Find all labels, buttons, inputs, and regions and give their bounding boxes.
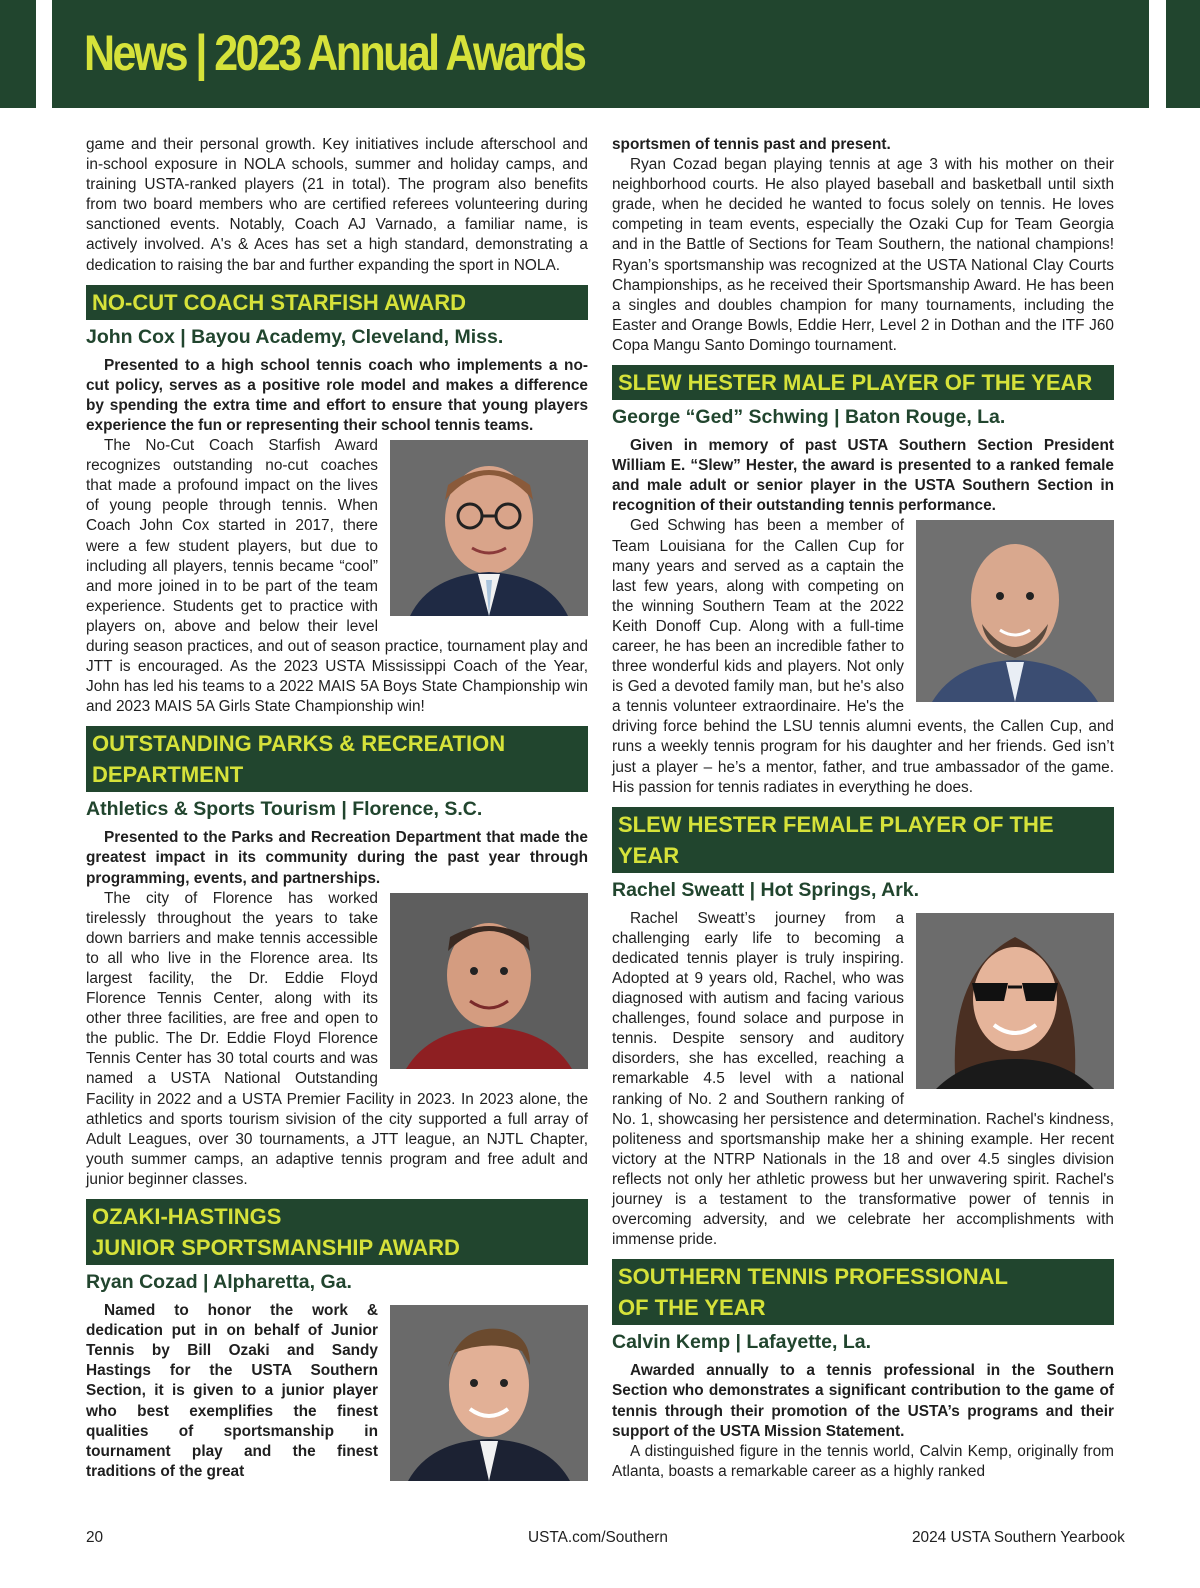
pro-winner: Calvin Kemp | Lafayette, La. <box>612 1331 872 1354</box>
right-column <box>612 135 1114 1482</box>
portrait-image <box>390 440 588 616</box>
pro-body: A distinguished figure in the tennis world, Calvin Kemp, originally from Atlanta, boasts a remarkable career as a highly ranked <box>612 1442 1114 1480</box>
ozaki-award-title-line1: OZAKI-HASTINGS <box>92 1204 282 1230</box>
header-band-edge <box>1166 0 1200 108</box>
portrait-image <box>390 1305 588 1481</box>
male-winner: George “Ged” Schwing | Baton Rouge, La. <box>612 406 1006 429</box>
parks-winner: Athletics & Sports Tourism | Florence, S.C. <box>86 798 483 821</box>
ozaki-criteria-continued: sportsmen of tennis past and present. <box>612 136 891 153</box>
florence-director-photo <box>390 893 588 1069</box>
parks-criteria: Presented to the Parks and Recreation Department that made the greatest impact in its community during the past year through programming, events, and partnerships. <box>86 829 588 887</box>
parks-body: The city of Florence has worked tirelessly throughout the years to take down barriers and make tennis accessible to all who live in the Florence area. Its largest facility, the Dr. Eddie Floyd Florence Tennis Center, along with its other three facilities, are free and open to the public. The Dr. Eddie Floyd Florence Tennis Center has 30 total courts and was named a USTA National Outstanding Facility in 2022 and a USTA Premier Facility in 2023. In 2023 alone, the athletics and sports tourism sivision of the city supported a full array of Adult Leagues, over 30 tournaments, a JTT league, an NJTL Chapter, youth summer camps, an adaptive tennis program and free adult and junior beginner classes. <box>86 889 588 1188</box>
footer-website[interactable]: USTA.com/Southern <box>528 1529 668 1546</box>
ozaki-winner: Ryan Cozad | Alpharetta, Ga. <box>86 1271 352 1294</box>
john-cox-photo <box>390 440 588 616</box>
rachel-sweatt-photo <box>916 913 1114 1089</box>
left-column <box>86 135 588 1487</box>
female-award-title: SLEW HESTER FEMALE PLAYER OF THE YEAR <box>618 811 1054 868</box>
portrait-image <box>390 893 588 1069</box>
header-band-gap <box>36 0 52 108</box>
female-award-banner <box>612 807 1114 873</box>
ged-schwing-photo <box>916 520 1114 702</box>
male-criteria: Given in memory of past USTA Southern Section President William E. “Slew” Hester, the award is presented to a ranked female and male adult or senior player in the USTA Southern Section in recognition of their outstanding tennis performance. <box>612 437 1114 515</box>
pro-award-title-line1: SOUTHERN TENNIS PROFESSIONAL <box>618 1264 1008 1290</box>
footer-publication: 2024 USTA Southern Yearbook <box>912 1529 1125 1546</box>
starfish-winner: John Cox | Bayou Academy, Cleveland, Miss. <box>86 325 504 348</box>
ozaki-body: Ryan Cozad began playing tennis at age 3 with his mother on their neighborhood courts. He also played baseball and basketball until sixth grade, when he decided he wanted to focus solely on tennis. He loves competing in team events, especially the Ozaki Cup for Team Georgia and in the Battle of Sections for Team Southern, the national champions! Ryan’s sportsmanship was recognized at the USTA National Clay Courts Championships, as he received their Sportsmanship Award. He has been a singles and doubles champion for many tournaments, including the Easter and Orange Bowls, Eddie Herr, Level 2 in Dothan and the ITF J60 Copa Mangu Santo Domingo tournament. <box>612 156 1114 354</box>
pro-criteria: Awarded annually to a tennis professional in the Southern Section who demonstrates a significant contribution to the game of tennis through their promotion of the USTA’s programs and their support of the USTA Mission Statement. <box>612 1362 1114 1440</box>
female-body: Rachel Sweatt’s journey from a challenging early life to becoming a dedicated tennis player is truly inspiring. Adopted at 9 years old, Rachel, who was diagnosed with autism and facing various challenges, found solace and purpose in tennis. Despite sensory and auditory disorders, she has excelled, reaching a remarkable 4.5 level with a national ranking of No. 2 and Southern ranking of No. 1, showcasing her persistence and determination. Rachel's kindness, politeness and sportsmanship make her a shining example. Her recent victory at the NTRP Nationals in the 18 and over 4.5 singles division reflects not only her athletic prowess but her unwavering spirit. Rachel's journey is a testament to the transformative power of tennis in overcoming adversity, and we celebrate her accomplishments with immense pride. <box>612 909 1114 1249</box>
ryan-cozad-photo <box>390 1305 588 1481</box>
pro-award-title-line2: OF THE YEAR <box>618 1295 766 1321</box>
male-award-banner <box>612 365 1114 400</box>
starfish-criteria: Presented to a high school tennis coach who implements a no-cut policy, serves as a positive role model and makes a difference by spending the extra time and effort to ensure that young players experience the fun or representing their school tennis teams. <box>86 356 588 434</box>
intro-paragraph: game and their personal growth. Key initiatives include afterschool and in-school exposure in NOLA schools, summer and holiday camps, and training USTA-ranked players (21 in total). The program also benefits from two board members who are certified referees volunteering during sanctioned events. Notably, Coach AJ Varnado, a familiar name, is actively involved. A's & Aces has set a high standard, demonstrating a dedication to raising the bar and further expanding the sport in NOLA. <box>86 136 588 274</box>
ozaki-award-banner <box>86 1199 588 1265</box>
female-winner: Rachel Sweatt | Hot Springs, Ark. <box>612 878 920 901</box>
starfish-award-banner <box>86 285 588 320</box>
parks-award-banner <box>86 726 588 792</box>
page-number: 20 <box>86 1529 104 1546</box>
portrait-image <box>916 913 1114 1089</box>
portrait-image <box>916 520 1114 702</box>
pro-award-banner <box>612 1259 1114 1325</box>
ozaki-award-title-line2: JUNIOR SPORTSMANSHIP AWARD <box>92 1235 460 1261</box>
page-title: News | 2023 Annual Awards <box>84 25 585 81</box>
starfish-award-title: NO-CUT COACH STARFISH AWARD <box>92 289 466 315</box>
male-award-title: SLEW HESTER MALE PLAYER OF THE YEAR <box>618 370 1093 396</box>
parks-award-title-line1: OUTSTANDING PARKS & RECREATION <box>92 731 506 757</box>
male-body: Ged Schwing has been a member of Team Louisiana for the Callen Cup for many years and served as a captain the last few years, along with competing on the winning Southern Team at the 2022 Keith Donoff Cup. Along with a full-time career, he has been an incredible father to three wonderful kids and players. Not only is Ged a devoted family man, but he's also a tennis volunteer extraordinaire. He's the driving force behind the LSU tennis alumni events, the Callen Cup, and runs a weekly tennis program for his daughter and her friends. Ged isn’t just a player – he’s a mentor, father, and true ambassador of the game. His passion for tennis radiates in everything he does. <box>612 517 1114 796</box>
starfish-body: The No-Cut Coach Starfish Award recognizes outstanding no-cut coaches that made a profound impact on the lives of young people through tennis. When Coach John Cox started in 2017, there were a few student players, but due to including all players, tennis became “cool” and more joined in to be part of the team experience. Students get to practice with players on, above and below their level during season practices, and out of season practice, tournament play and JTT is encouraged. As the 2023 USTA Mississippi Coach of the Year, John has led his teams to a 2022 MAIS 5A Boys State Championship win and 2023 MAIS 5A Girls State Championship win! <box>86 437 588 716</box>
parks-award-title-line2: DEPARTMENT <box>92 762 244 788</box>
ozaki-criteria: Named to honor the work & dedication put in on behalf of Junior Tennis by Bill Ozaki and Sandy Hastings for the USTA Southern Section, it is given to a junior player who best exemplifies the finest qualities of sportsmanship in tournament play and the finest traditions of the great <box>86 1302 378 1480</box>
